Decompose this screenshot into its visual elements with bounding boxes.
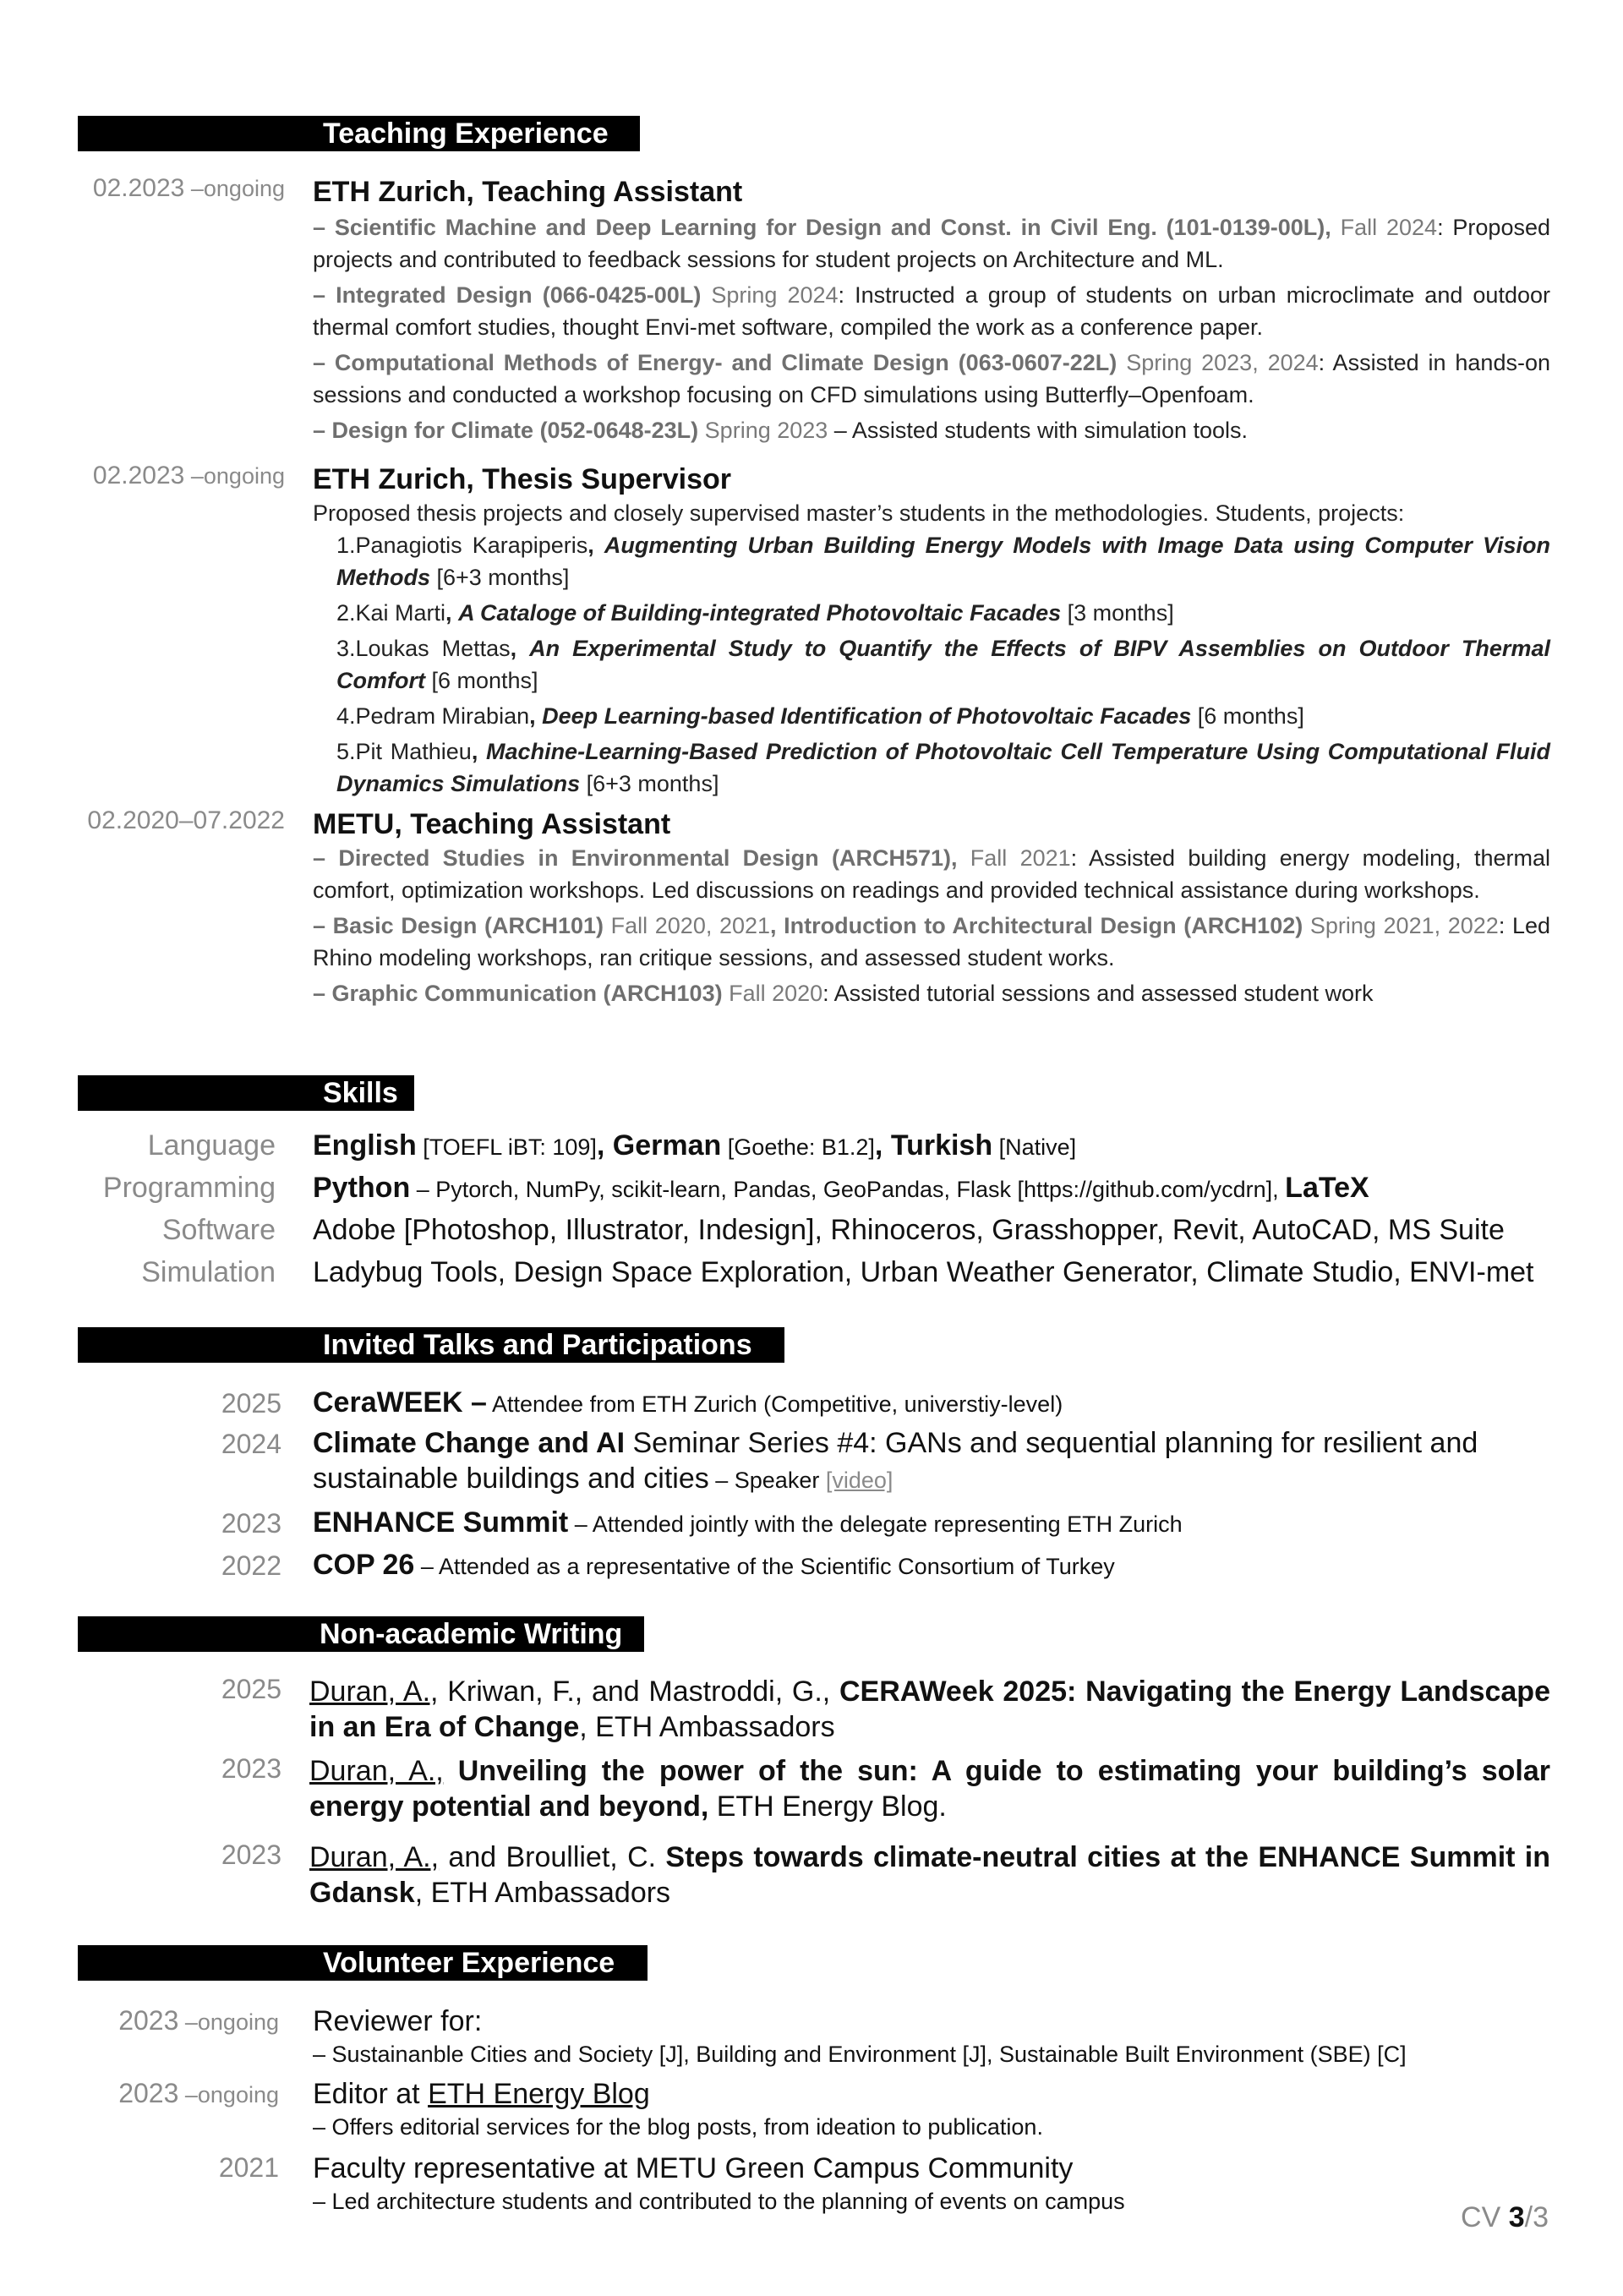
section-title: Skills — [311, 1075, 410, 1111]
entry-date: 02.2023 –ongoing — [92, 174, 285, 202]
skill-label-software: Software — [161, 1214, 276, 1246]
entry-title: ETH Zurich, Teaching Assistant — [313, 176, 743, 208]
section-header-teaching — [78, 116, 1542, 151]
writing-year: 2023 — [221, 1753, 281, 1784]
skill-label-language: Language — [147, 1129, 276, 1162]
skill-software: Adobe [Photoshop, Illustrator, Indesign], Rhinoceros, Grasshopper, Revit, AutoCAD, MS Suite — [313, 1214, 1505, 1246]
writing-item: Duran, A., and Broulliet, C. Steps towards climate-neutral cities at the ENHANCE Summit in Gdansk, ETH Ambassadors — [309, 1841, 1550, 1909]
section-title: Non-academic Writing — [308, 1616, 634, 1652]
section-title: Invited Talks and Participations — [311, 1327, 764, 1363]
course-item: – Computational Methods of Energy- and Climate Design (063-0607-22L) Spring 2023, 2024: Assisted in hands-on sessions and conducted a workshop focusing on CFD simulations using Butterfly–Openfoam. — [313, 350, 1550, 407]
page-number: CV 3/3 — [1461, 2201, 1549, 2233]
volunteer-item: Reviewer for: – Sustainanble Cities and Society [J], Building and Environment [J], Sustainable Built Environment (SBE) [C] — [313, 2005, 1407, 2067]
volunteer-item: Faculty representative at METU Green Campus Community – Led architecture students and contributed to the planning of events on campus — [313, 2152, 1125, 2214]
entry-date: 02.2023 –ongoing — [92, 462, 285, 489]
student-item: 1.Panagiotis Karapiperis, Augmenting Urban Building Energy Models with Image Data using Computer Vision Methods [6+3 months] — [336, 533, 1550, 590]
writing-item: Duran, A., Kriwan, F., and Mastroddi, G., CERAWeek 2025: Navigating the Energy Landscape in an Era of Change, ETH Ambassadors — [309, 1676, 1550, 1743]
entry-intro: Proposed thesis projects and closely supervised master’s students in the methodologies. Students, projects: — [313, 500, 1405, 526]
entry-title: METU, Teaching Assistant — [313, 808, 671, 840]
student-item: 4.Pedram Mirabian, Deep Learning-based Identification of Photovoltaic Facades [6 months] — [336, 703, 1304, 729]
talk-item: CeraWEEK – Attendee from ETH Zurich (Competitive, universtiy-level) — [313, 1386, 1063, 1419]
course-item: – Graphic Communication (ARCH103) Fall 2020: Assisted tutorial sessions and assessed student work — [313, 981, 1374, 1006]
writing-year: 2025 — [221, 1674, 281, 1704]
section-title: Volunteer Experience — [311, 1945, 626, 1981]
eth-energy-blog-link[interactable]: ETH Energy Blog — [428, 2078, 650, 2110]
section-header-writing — [78, 1616, 1542, 1652]
talk-year: 2024 — [221, 1429, 281, 1459]
section-header-volunteer — [78, 1945, 1542, 1981]
course-item: – Integrated Design (066-0425-00L) Spring 2024: Instructed a group of students on urban microclimate and outdoor thermal comfort studies, thought Envi-met software, compiled the work as a conference paper. — [313, 282, 1550, 340]
skill-simulation: Ladybug Tools, Design Space Exploration, Urban Weather Generator, Climate Studio, ENVI-met — [313, 1256, 1534, 1288]
talk-item: Climate Change and AI Seminar Series #4: GANs and sequential planning for resilient and sustainable buildings and cities – Speaker [video] — [313, 1427, 1478, 1495]
skill-label-simulation: Simulation — [141, 1256, 276, 1288]
entry-title: ETH Zurich, Thesis Supervisor — [313, 463, 732, 495]
talk-year: 2023 — [221, 1508, 281, 1539]
skill-language: English [TOEFL iBT: 109], German [Goethe: B1.2], Turkish [Native] — [313, 1129, 1077, 1162]
writing-item: Duran, A., Unveiling the power of the sun: A guide to estimating your building’s solar energy potential and beyond, ETH Energy Blog. — [309, 1755, 1550, 1823]
talk-item: COP 26 – Attended as a representative of the Scientific Consortium of Turkey — [313, 1549, 1115, 1581]
volunteer-item: Editor at ETH Energy Blog – Offers editorial services for the blog posts, from ideation to publication. — [313, 2078, 1043, 2140]
student-item: 2.Kai Marti, A Cataloge of Building-integrated Photovoltaic Facades [3 months] — [336, 600, 1174, 626]
course-item: – Scientific Machine and Deep Learning for Design and Const. in Civil Eng. (101-0139-00L), Fall 2024: Proposed projects and contributed to feedback sessions for student projects on Architecture and ML. — [313, 215, 1550, 272]
volunteer-date: 2023 –ongoing — [118, 2078, 279, 2108]
talk-item: ENHANCE Summit – Attended jointly with the delegate representing ETH Zurich — [313, 1506, 1183, 1539]
skill-label-programming: Programming — [102, 1172, 276, 1204]
skill-programming: Python – Pytorch, NumPy, scikit-learn, Pandas, GeoPandas, Flask [https://github.com/ycdrn], LaTeX — [313, 1172, 1369, 1204]
entry-date: 02.2020–07.2022 — [87, 806, 285, 834]
student-item: 5.Pit Mathieu, Machine-Learning-Based Prediction of Photovoltaic Cell Temperature Using Computational Fluid Dynamics Simulations [6+3 months] — [336, 739, 1550, 796]
course-item: – Design for Climate (052-0648-23L) Spring 2023 – Assisted students with simulation tools. — [313, 418, 1249, 443]
talk-year: 2022 — [221, 1550, 281, 1581]
student-item: 3.Loukas Mettas, An Experimental Study to Quantify the Effects of BIPV Assemblies on Outdoor Thermal Comfort [6 months] — [336, 636, 1550, 693]
video-link[interactable]: [video] — [825, 1468, 893, 1493]
section-title: Teaching Experience — [311, 116, 620, 151]
volunteer-date: 2021 — [218, 2152, 279, 2183]
section-header-skills — [78, 1075, 1542, 1111]
course-item: – Directed Studies in Environmental Design (ARCH571), Fall 2021: Assisted building energy modeling, thermal comfort, optimization workshops. Led discussions on readings and provided technical assistance during workshops. — [313, 845, 1550, 903]
section-header-talks — [78, 1327, 1542, 1363]
writing-year: 2023 — [221, 1840, 281, 1870]
talk-year: 2025 — [221, 1388, 281, 1419]
volunteer-date: 2023 –ongoing — [118, 2005, 279, 2036]
course-item: – Basic Design (ARCH101) Fall 2020, 2021, Introduction to Architectural Design (ARCH102) Spring 2021, 2022: Led Rhino modeling workshops, ran critique sessions, and assessed student works. — [313, 913, 1550, 970]
